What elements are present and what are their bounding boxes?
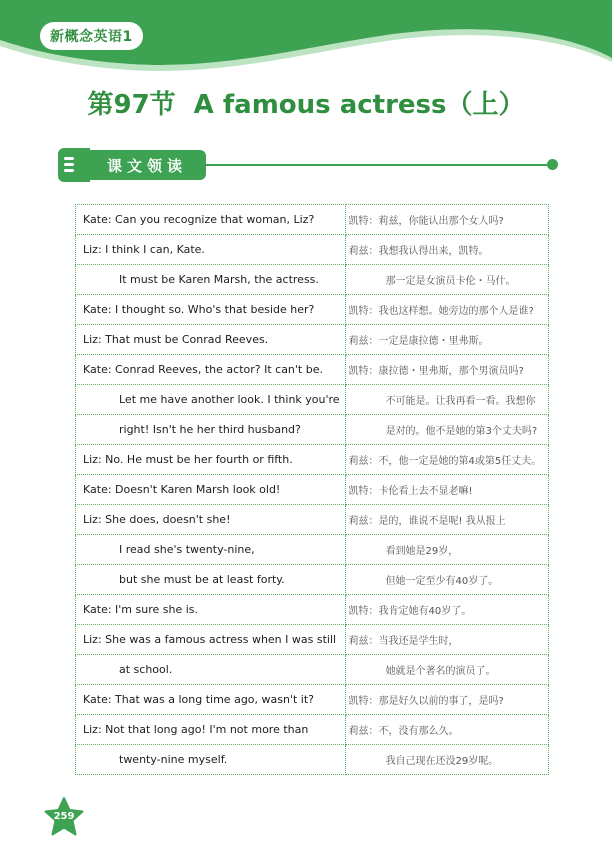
chinese-line: 凯特：卡伦看上去不显老嘛! [345, 475, 548, 505]
section-divider-line [205, 164, 550, 166]
dialogue-row [76, 235, 549, 265]
chinese-line: 我自己现在还没29岁呢。 [345, 745, 548, 775]
dialogue-row [76, 715, 549, 745]
chinese-line: 凯特：康拉德・里弗斯，那个男演员吗? [345, 355, 548, 385]
page-number: 259 [53, 811, 75, 822]
english-line: Liz: She was a famous actress when I was still [76, 625, 346, 655]
dialogue-row [76, 565, 549, 595]
english-line: but she must be at least forty. [76, 565, 346, 595]
chinese-line: 莉兹：当我还是学生时， [345, 625, 548, 655]
dialogue-table [75, 204, 549, 775]
chinese-line: 莉兹：不，没有那么久。 [345, 715, 548, 745]
chinese-line: 凯特：那是好久以前的事了，是吗? [345, 685, 548, 715]
english-line: twenty-nine myself. [76, 745, 346, 775]
dialogue-row [76, 505, 549, 535]
english-line: Liz: I think I can, Kate. [76, 235, 346, 265]
dialogue-row [76, 625, 549, 655]
english-line: Kate: I thought so. Who's that beside her? [76, 295, 346, 325]
english-line: It must be Karen Marsh, the actress. [76, 265, 346, 295]
dialogue-row [76, 385, 549, 415]
english-line: Let me have another look. I think you're [76, 385, 346, 415]
chinese-line: 莉兹：是的，谁说不是呢! 我从报上 [345, 505, 548, 535]
chinese-line: 莉兹：我想我认得出来，凯特。 [345, 235, 548, 265]
dialogue-row [76, 205, 549, 235]
list-icon [58, 148, 90, 182]
dialogue-row [76, 355, 549, 385]
english-line: Liz: No. He must be her fourth or fifth. [76, 445, 346, 475]
dialogue-row [76, 655, 549, 685]
english-line: Kate: Can you recognize that woman, Liz? [76, 205, 346, 235]
dialogue-row [76, 445, 549, 475]
chinese-line: 莉兹：一定是康拉德・里弗斯。 [345, 325, 548, 355]
chinese-line: 是对的。他不是她的第3个丈夫吗? [345, 415, 548, 445]
english-line: Liz: That must be Conrad Reeves. [76, 325, 346, 355]
english-line: Kate: That was a long time ago, wasn't it? [76, 685, 346, 715]
section-label: 课文领读 [88, 150, 206, 180]
section-divider-dot [547, 159, 558, 170]
chinese-line: 凯特：我肯定她有40岁了。 [345, 595, 548, 625]
chinese-line: 她就是个著名的演员了。 [345, 655, 548, 685]
lesson-name: A famous actress（上） [193, 90, 525, 120]
dialogue-row [76, 745, 549, 775]
dialogue-row [76, 595, 549, 625]
chinese-line: 不可能是。让我再看一看。我想你 [345, 385, 548, 415]
book-title-badge [40, 22, 143, 50]
dialogue-row [76, 325, 549, 355]
chinese-line: 那一定是女演员卡伦・马什。 [345, 265, 548, 295]
chinese-line: 但她一定至少有40岁了。 [345, 565, 548, 595]
dialogue-row [76, 685, 549, 715]
chinese-line: 看到她是29岁， [345, 535, 548, 565]
dialogue-row [76, 265, 549, 295]
dialogue-row [76, 415, 549, 445]
lesson-title [0, 84, 612, 121]
english-line: at school. [76, 655, 346, 685]
book-title: 新概念英语1 [50, 29, 133, 45]
dialogue-row [76, 475, 549, 505]
chinese-line: 凯特：我也这样想。她旁边的那个人是谁? [345, 295, 548, 325]
english-line: Liz: Not that long ago! I'm not more than [76, 715, 346, 745]
english-line: I read she's twenty-nine, [76, 535, 346, 565]
english-line: Kate: Doesn't Karen Marsh look old! [76, 475, 346, 505]
english-line: Liz: She does, doesn't she! [76, 505, 346, 535]
english-line: right! Isn't he her third husband? [76, 415, 346, 445]
english-line: Kate: Conrad Reeves, the actor? It can't be. [76, 355, 346, 385]
chinese-line: 莉兹：不，他一定是她的第4或第5任丈夫。 [345, 445, 548, 475]
lesson-number: 第97节 [87, 90, 176, 120]
chinese-line: 凯特：莉兹，你能认出那个女人吗? [345, 205, 548, 235]
dialogue-row [76, 535, 549, 565]
english-line: Kate: I'm sure she is. [76, 595, 346, 625]
dialogue-row [76, 295, 549, 325]
